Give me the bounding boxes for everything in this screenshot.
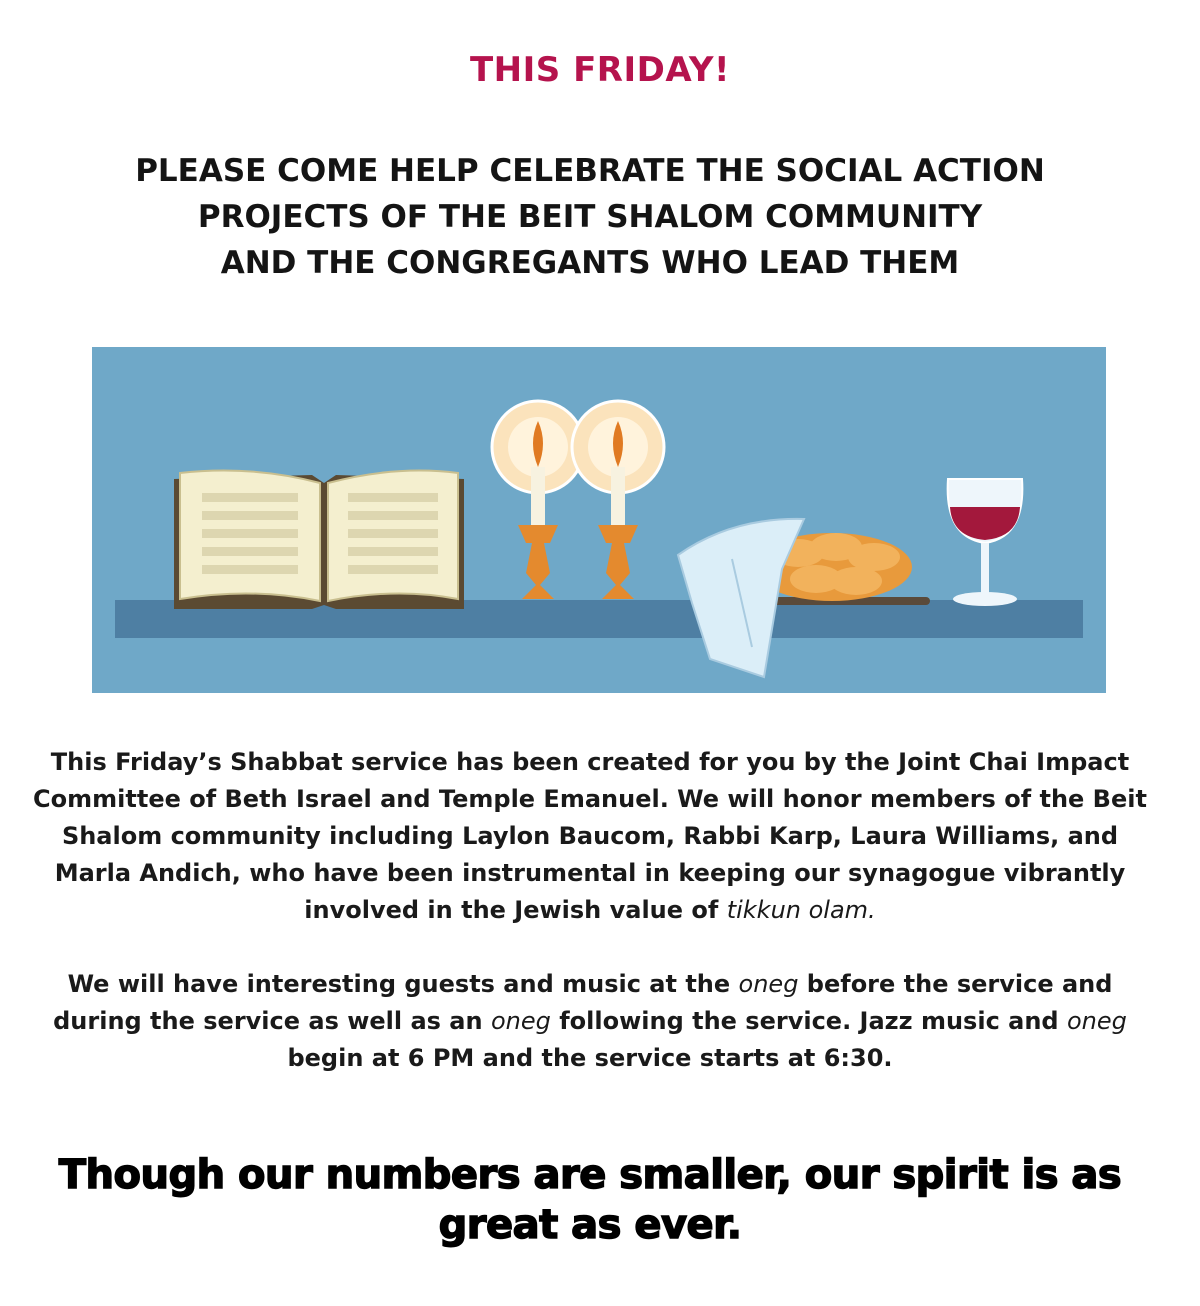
shabbat-illustration — [92, 347, 1106, 693]
service-description — [20, 744, 1160, 929]
invitation-line-1: PLEASE COME HELP CELEBRATE THE SOCIAL ACTION — [135, 153, 1045, 189]
oneg-description — [20, 966, 1160, 1077]
candle-icon — [572, 401, 664, 599]
tikkun-olam-emphasis: tikkun olam. — [726, 896, 876, 924]
oneg-text-part-1: We will have interesting guests and music at the — [67, 970, 739, 998]
invitation-line-3: AND THE CONGREGANTS WHO LEAD THEM — [220, 245, 960, 281]
oneg-text-part-4: begin at 6 PM and the service starts at 6:30. — [287, 1044, 893, 1072]
open-book-icon — [174, 471, 464, 609]
oneg-emphasis-1: oneg — [738, 970, 799, 998]
headline: THIS FRIDAY! — [469, 50, 731, 90]
closing-statement: Though our numbers are smaller, our spirit is as great as ever. — [58, 1152, 1122, 1248]
oneg-text-part-2: before the service and during the service as well as an — [53, 970, 1113, 1035]
wine-glass-icon — [948, 479, 1023, 606]
candle-icon — [492, 401, 584, 599]
oneg-emphasis-3: oneg — [1066, 1007, 1127, 1035]
oneg-emphasis-2: oneg — [490, 1007, 551, 1035]
invitation-heading — [60, 148, 1120, 286]
oneg-text-part-3: following the service. Jazz music and — [550, 1007, 1067, 1035]
invitation-line-2: PROJECTS OF THE BEIT SHALOM COMMUNITY — [197, 199, 983, 235]
service-description-text: This Friday’s Shabbat service has been created for you by the Joint Chai Impact Committee of Beth Israel and Temple Emanuel. We will honor members of the Beit Shalom community including Laylon Baucom, Rabbi Karp, Laura Williams, and Marla Andich, who have been instrumental in keeping our synagogue vibrantly involved in the Jewish value of — [33, 748, 1147, 924]
